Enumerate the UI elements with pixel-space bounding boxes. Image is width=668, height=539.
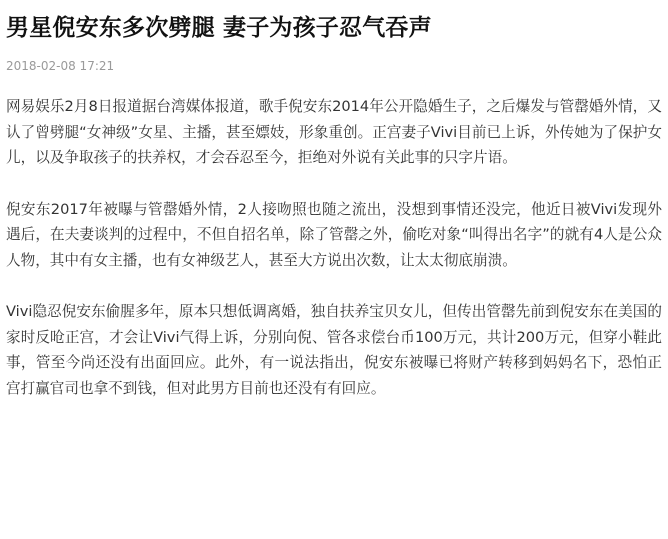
article-paragraph-2: 倪安东2017年被曝与管罄婚外情，2人接吻照也随之流出，没想到事情还没完，他近日被Vivi发现外遇后，在夫妻谈判的过程中，不但自招名单，除了管罄之外，偷吃对象“叫得出名字”的就有4人是公众人物，其中有女主播，也有女神级艺人，甚至大方说出次数，让太太彻底崩溃。	[6, 200, 662, 269]
article-title: 男星倪安东多次劈腿 妻子为孩子忍气吞声	[6, 15, 432, 41]
article-timestamp: 2018-02-08 17:21	[6, 59, 115, 73]
article-paragraph-3: Vivi隐忍倪安东偷腥多年，原本只想低调离婚，独自扶养宝贝女儿，但传出管罄先前到倪安东在美国的家时反呛正宫，才会让Vivi气得上诉，分别向倪、管各求偿台币100万元，共计200万元，但穿小鞋此事，管至今尚还没有出面回应。此外，有一说法指出，倪安东被曝已将财产转移到妈妈名下，恐怕正宫打赢官司也拿不到钱，但对此男方目前也还没有有回应。	[6, 303, 662, 397]
article-paragraph-1: 网易娱乐2月8日报道据台湾媒体报道，歌手倪安东2014年公开隐婚生子，之后爆发与管罄婚外情，又认了曾劈腿“女神级”女星、主播，甚至嫖妓，形象重创。正宫妻子Vivi目前已上诉，外传她为了保护女儿，以及争取孩子的扶养权，才会吞忍至今，拒绝对外说有关此事的只字片语。	[6, 98, 662, 166]
